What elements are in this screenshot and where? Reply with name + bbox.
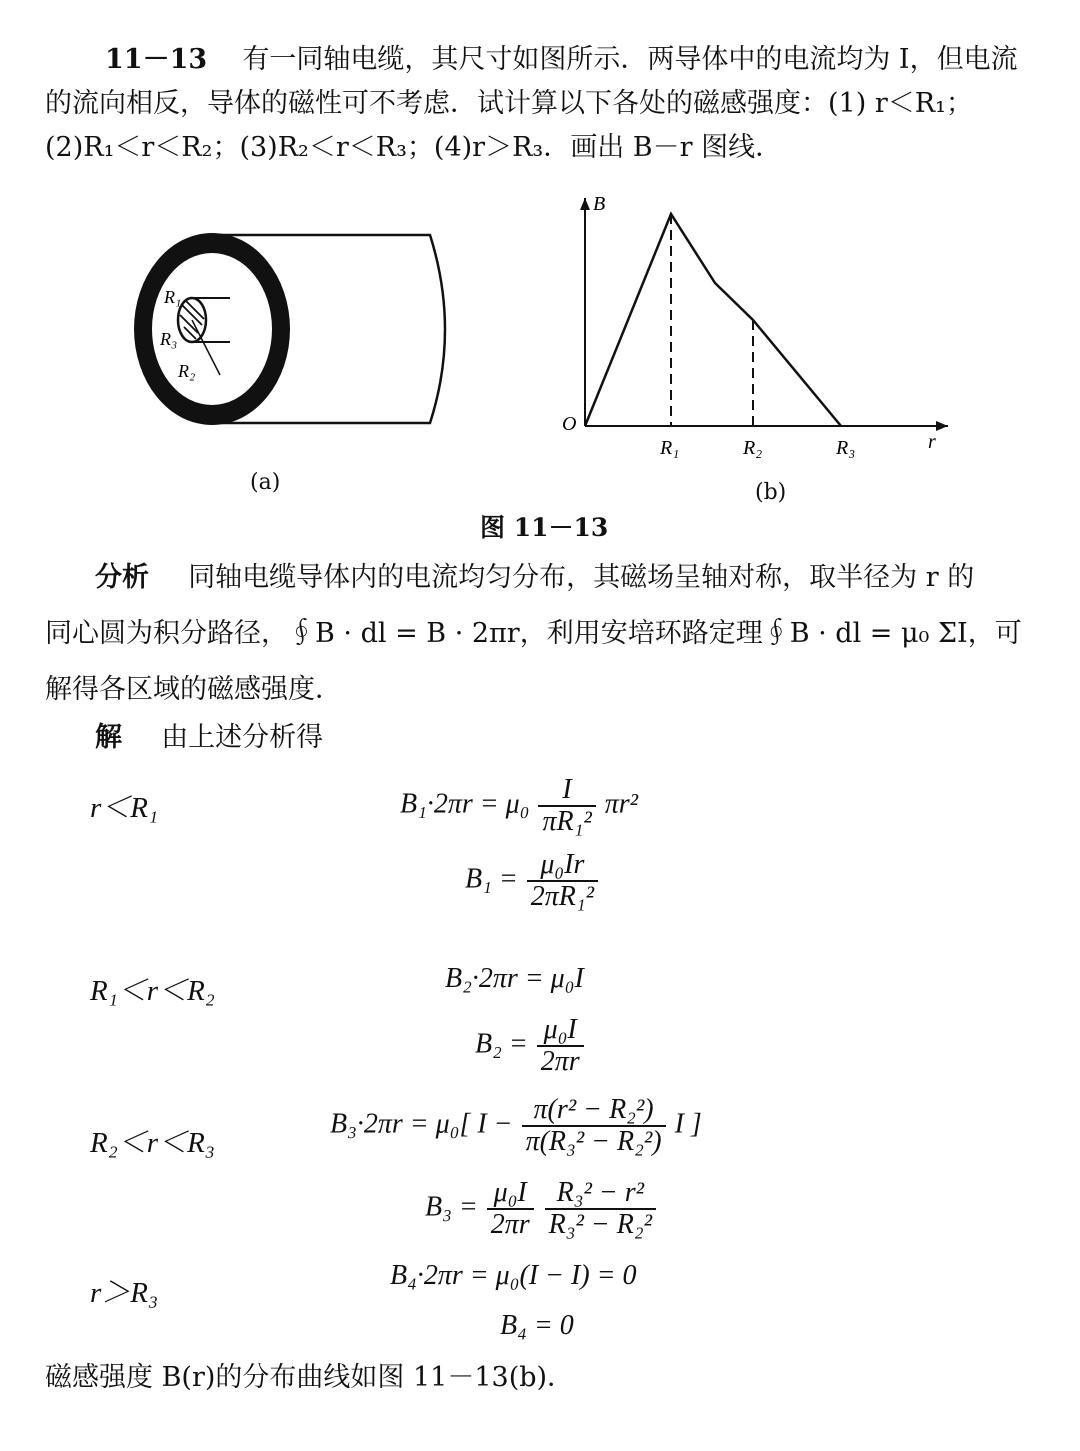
case-3-eq-1-right: I ] (674, 1108, 702, 1140)
problem-line-3: (2)R₁＜r＜R₂；(3)R₂＜r＜R₃；(4)r＞R₃．画出 B－r 图线． (45, 132, 783, 163)
case-1-eq-1-den: πR₁² (542, 806, 592, 837)
case-1-eq-2-den: 2πR₁² (530, 881, 594, 912)
case-3-eq-2-den-2: R₃² − R₂² (548, 1209, 653, 1240)
tick-r1: R₁ (660, 437, 680, 459)
case-1-eq-1 (400, 775, 638, 837)
case-3-label: R₂＜r＜R₃ (90, 1127, 215, 1159)
case-2-eq-1: B₂·2πr = μ₀I (445, 963, 584, 994)
label-r3: R₃ (160, 329, 178, 349)
tick-r3: R₃ (836, 437, 856, 459)
case-2-eq-2-den: 2πr (540, 1046, 580, 1077)
case-3-eq-1 (330, 1095, 702, 1157)
case-3-eq-2 (425, 1178, 658, 1240)
case-1-eq-2 (465, 850, 600, 912)
analysis-text-1: 同轴电缆导体内的电流均匀分布，其磁场呈轴对称，取半径为 r 的 (188, 562, 975, 593)
analysis-line-3: 解得各区域的磁感强度． (45, 674, 342, 705)
axis-label-r: r (928, 431, 936, 453)
figure-a-coaxial-cable (130, 225, 470, 435)
case-1-eq-2-frac (527, 850, 598, 912)
case-3-eq-1-left: B₃·2πr = μ₀[ I − (330, 1108, 513, 1140)
case-3-eq-2-frac-1 (487, 1178, 534, 1240)
case-1-eq-1-left: B₁·2πr = μ₀ (400, 788, 530, 820)
case-3-eq-2-left: B₃ = (425, 1191, 478, 1223)
analysis-line-2: 同心圆为积分路径，∮B · dl = B · 2πr，利用安培环路定理∮B · dl = μ₀ ΣI，可 (45, 618, 1022, 649)
problem-number: 11－13 (105, 44, 208, 75)
case-2-eq-2 (475, 1015, 586, 1077)
case-4-eq-2: B₄ = 0 (500, 1310, 574, 1341)
case-1-eq-2-num: μ₀Ir (527, 850, 598, 882)
analysis-line-1 (95, 560, 974, 596)
case-3-eq-2-den-1: 2πr (490, 1209, 530, 1240)
case-1-eq-1-right: πr² (604, 788, 639, 820)
solution-heading: 解 (95, 722, 122, 753)
figure-title: 图 11－13 (480, 513, 609, 542)
case-2-label: R₁＜r＜R₂ (90, 975, 215, 1007)
case-1-eq-1-num: I (538, 775, 595, 807)
case-2-eq-2-left: B₂ = (475, 1028, 528, 1060)
tick-r2: R₂ (743, 437, 763, 459)
case-1-eq-1-frac (538, 775, 595, 837)
problem-line-1 (105, 42, 1018, 78)
case-3-eq-2-frac-2 (545, 1178, 656, 1240)
label-r2: R₂ (178, 361, 196, 381)
case-2-eq-2-frac (537, 1015, 584, 1077)
caption-a: (a) (250, 470, 281, 495)
figure-b-b-r-graph (560, 190, 960, 470)
case-3-eq-1-frac (522, 1095, 666, 1157)
solution-line (95, 720, 323, 756)
case-3-eq-2-num-2: R₃² − r² (545, 1178, 656, 1210)
case-2-eq-2-num: μ₀I (537, 1015, 584, 1047)
axis-label-b: B (593, 193, 606, 215)
problem-line-2: 的流向相反，导体的磁性可不考虑．试计算以下各处的磁感强度：(1) r＜R₁； (45, 88, 973, 119)
conclusion: 磁感强度 B(r)的分布曲线如图 11－13(b)． (45, 1362, 575, 1393)
solution-intro: 由上述分析得 (161, 722, 324, 753)
case-1-eq-2-left: B₁ = (465, 863, 518, 895)
problem-text-1: 有一同轴电缆，其尺寸如图所示．两导体中的电流均为 I，但电流 (242, 44, 1018, 75)
case-3-eq-1-num: π(r² − R₂²) (522, 1095, 666, 1127)
caption-b: (b) (755, 480, 787, 505)
case-4-label: r＞R₃ (90, 1277, 159, 1309)
origin-label: O (562, 413, 577, 435)
case-4-eq-1: B₄·2πr = μ₀(I − I) = 0 (390, 1260, 637, 1291)
case-1-label: r＜R₁ (90, 792, 159, 824)
case-3-eq-2-num-1: μ₀I (487, 1178, 534, 1210)
case-3-eq-1-den: π(R₃² − R₂²) (525, 1126, 662, 1157)
analysis-heading: 分析 (95, 562, 149, 593)
label-r1: R₁ (164, 287, 182, 307)
